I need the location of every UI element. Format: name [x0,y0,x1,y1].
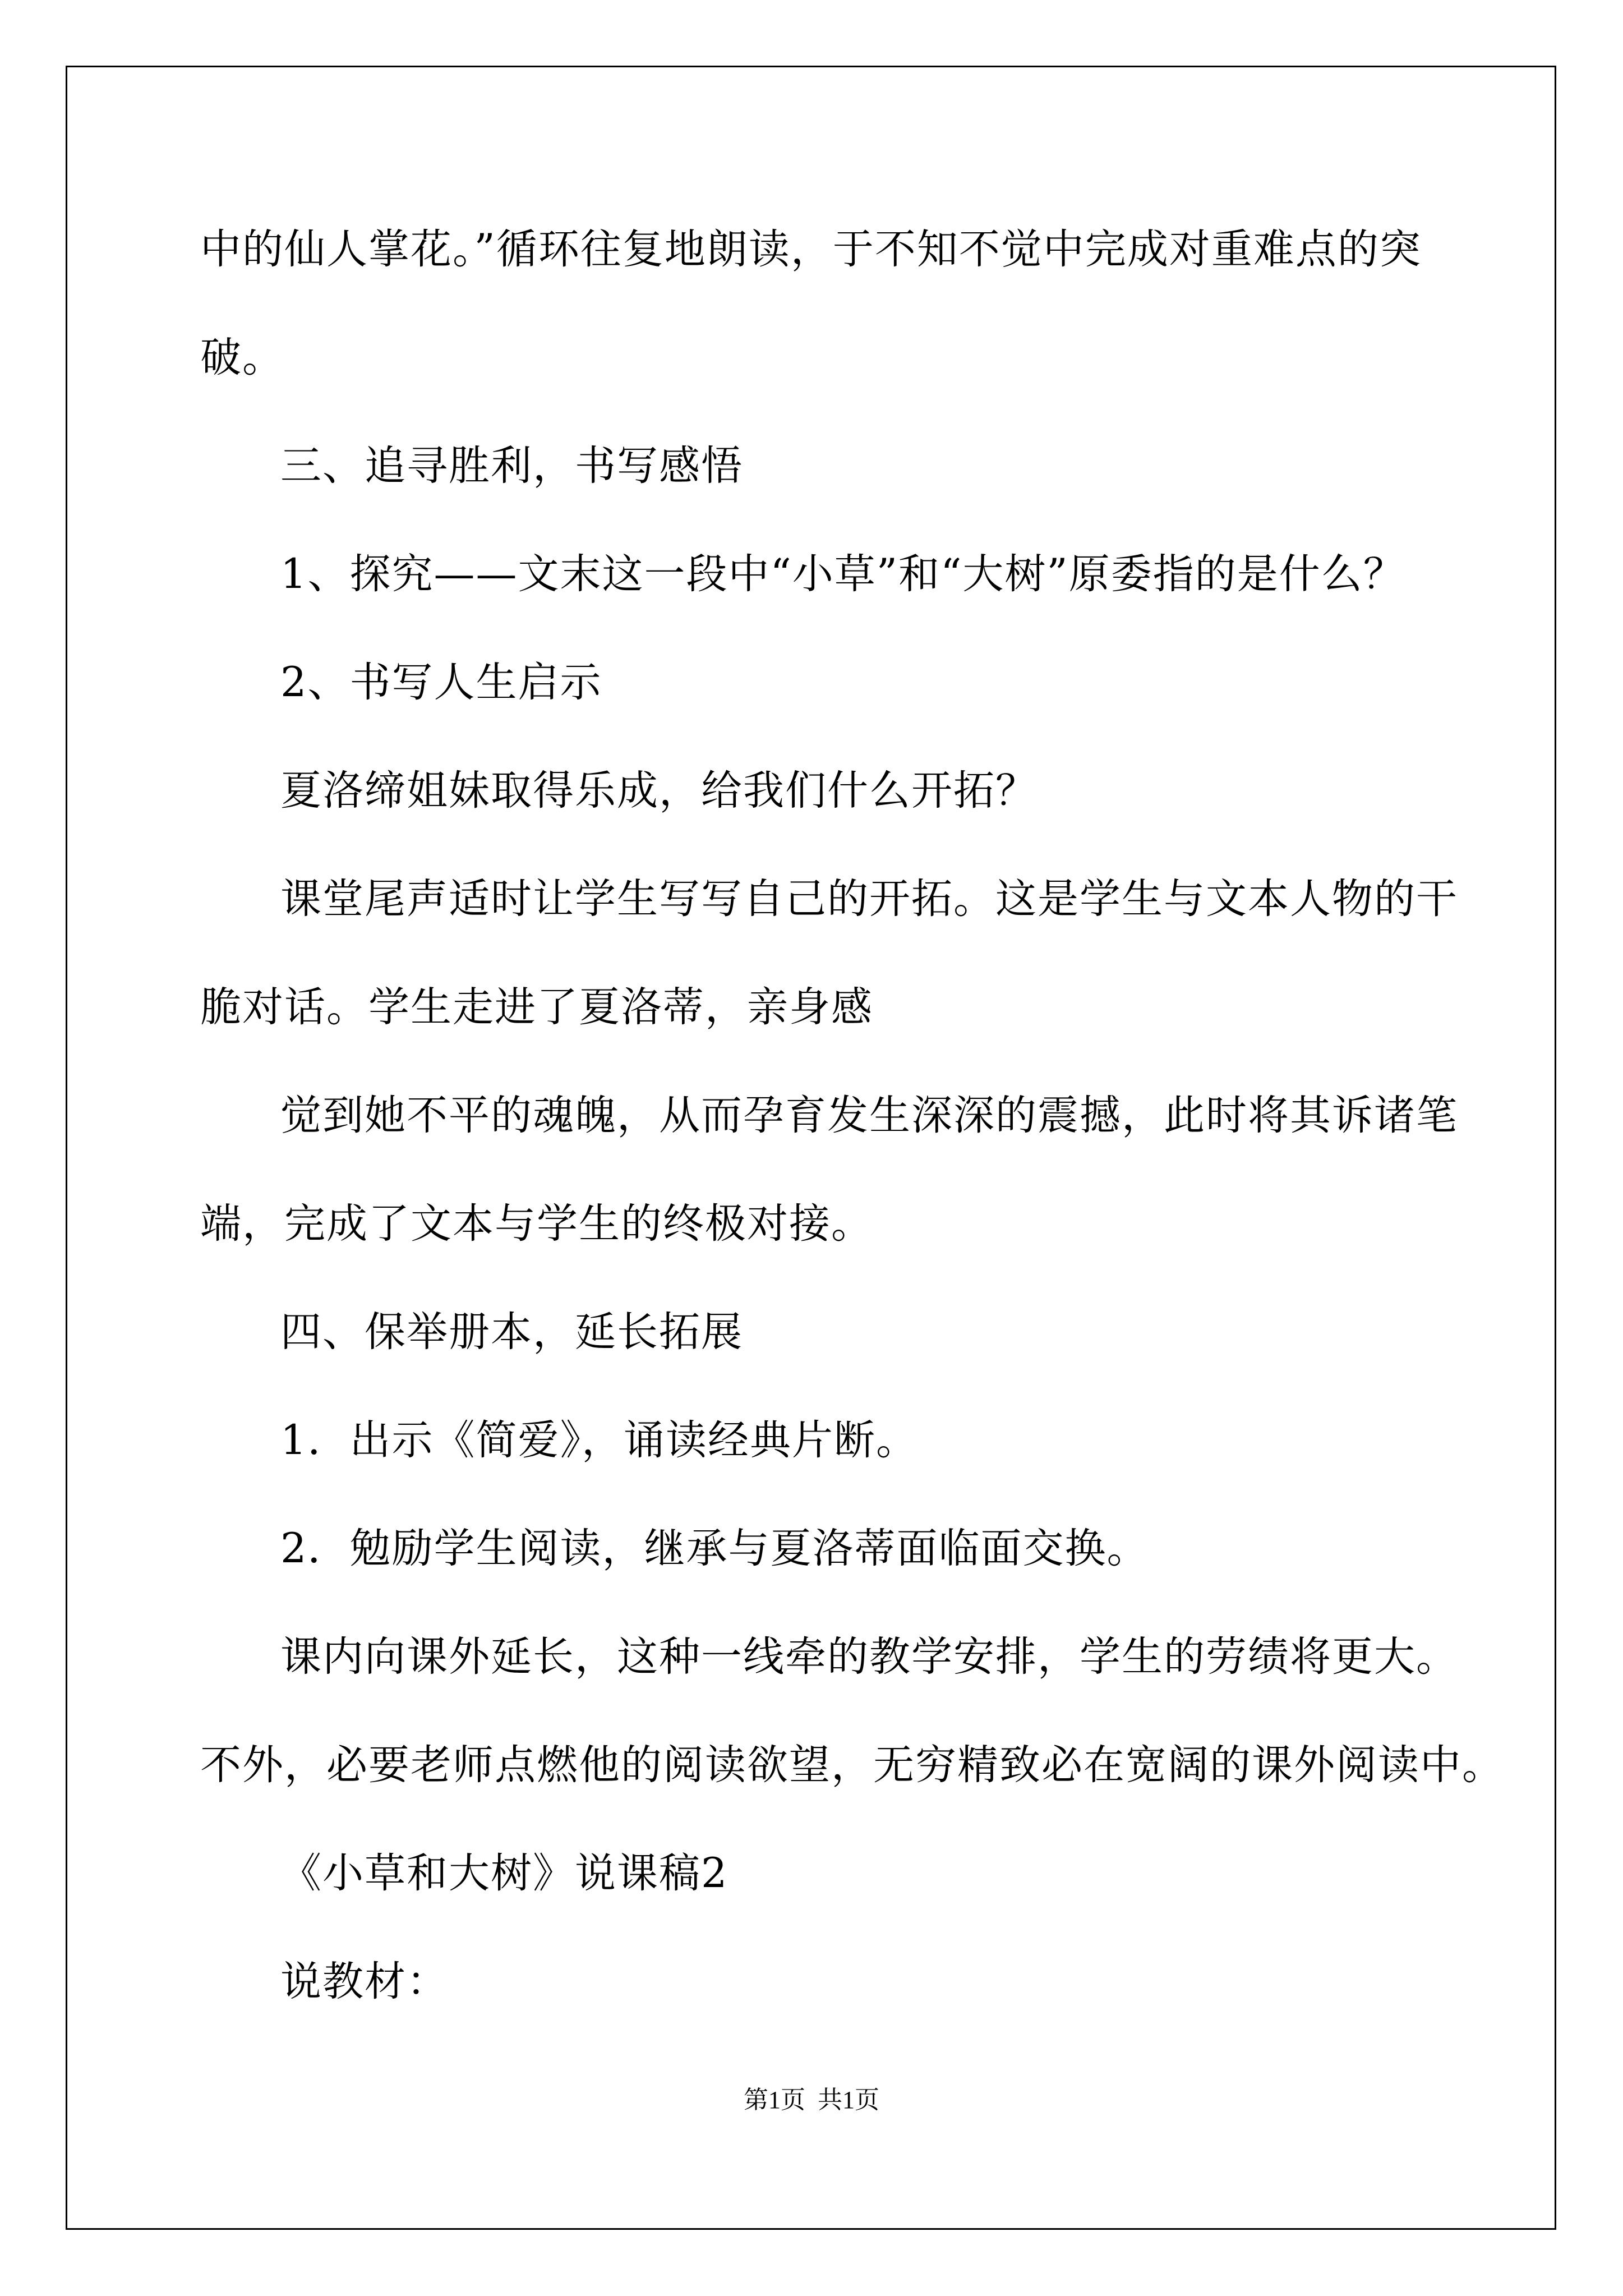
text-line-13: 2．勉励学生阅读，继承与夏洛蒂面临面交换。 [280,1525,1149,1572]
text-line-10: 端，完成了文本与学生的终极对接。 [200,1200,873,1248]
text-line-7: 课堂尾声适时让学生写写自己的开拓。这是学生与文本人物的干 [280,875,1458,923]
text-line-2: 破。 [200,334,284,381]
section-heading-3: 三、追寻胜利，书写感悟 [280,442,743,490]
text-line-17: 说教材： [280,1958,449,2005]
text-line-6: 夏洛缔姐妹取得乐成，给我们什么开拓？ [280,767,1038,815]
document-title: 《小草和大树》说课稿2 [280,1849,728,1897]
text-line-14: 课内向课外延长，这种一线牵的教学安排，学生的劳绩将更大。 [280,1633,1458,1681]
text-line-1: 中的仙人掌花。”循环往复地朗读，于不知不觉中完成对重难点的突 [200,226,1422,273]
text-line-12: 1．出示《简爱》，诵读经典片断。 [280,1416,918,1464]
text-line-5: 2、书写人生启示 [280,659,602,706]
page-footer: 第1页 共1页 [744,2086,879,2114]
text-line-8: 脆对话。学生走进了夏洛蒂，亲身感 [200,983,873,1031]
text-line-9: 觉到她不平的魂魄，从而孕育发生深深的震撼，此时将其诉诸笔 [280,1092,1458,1139]
page-border [66,66,1556,2230]
section-heading-4: 四、保举册本，延长拓展 [280,1308,743,1356]
text-line-15: 不外，必要老师点燃他的阅读欲望，无穷精致必在宽阔的课外阅读中。 [200,1741,1504,1789]
text-line-4: 1、探究——文末这一段中“小草”和“大树”原委指的是什么？ [280,550,1405,598]
